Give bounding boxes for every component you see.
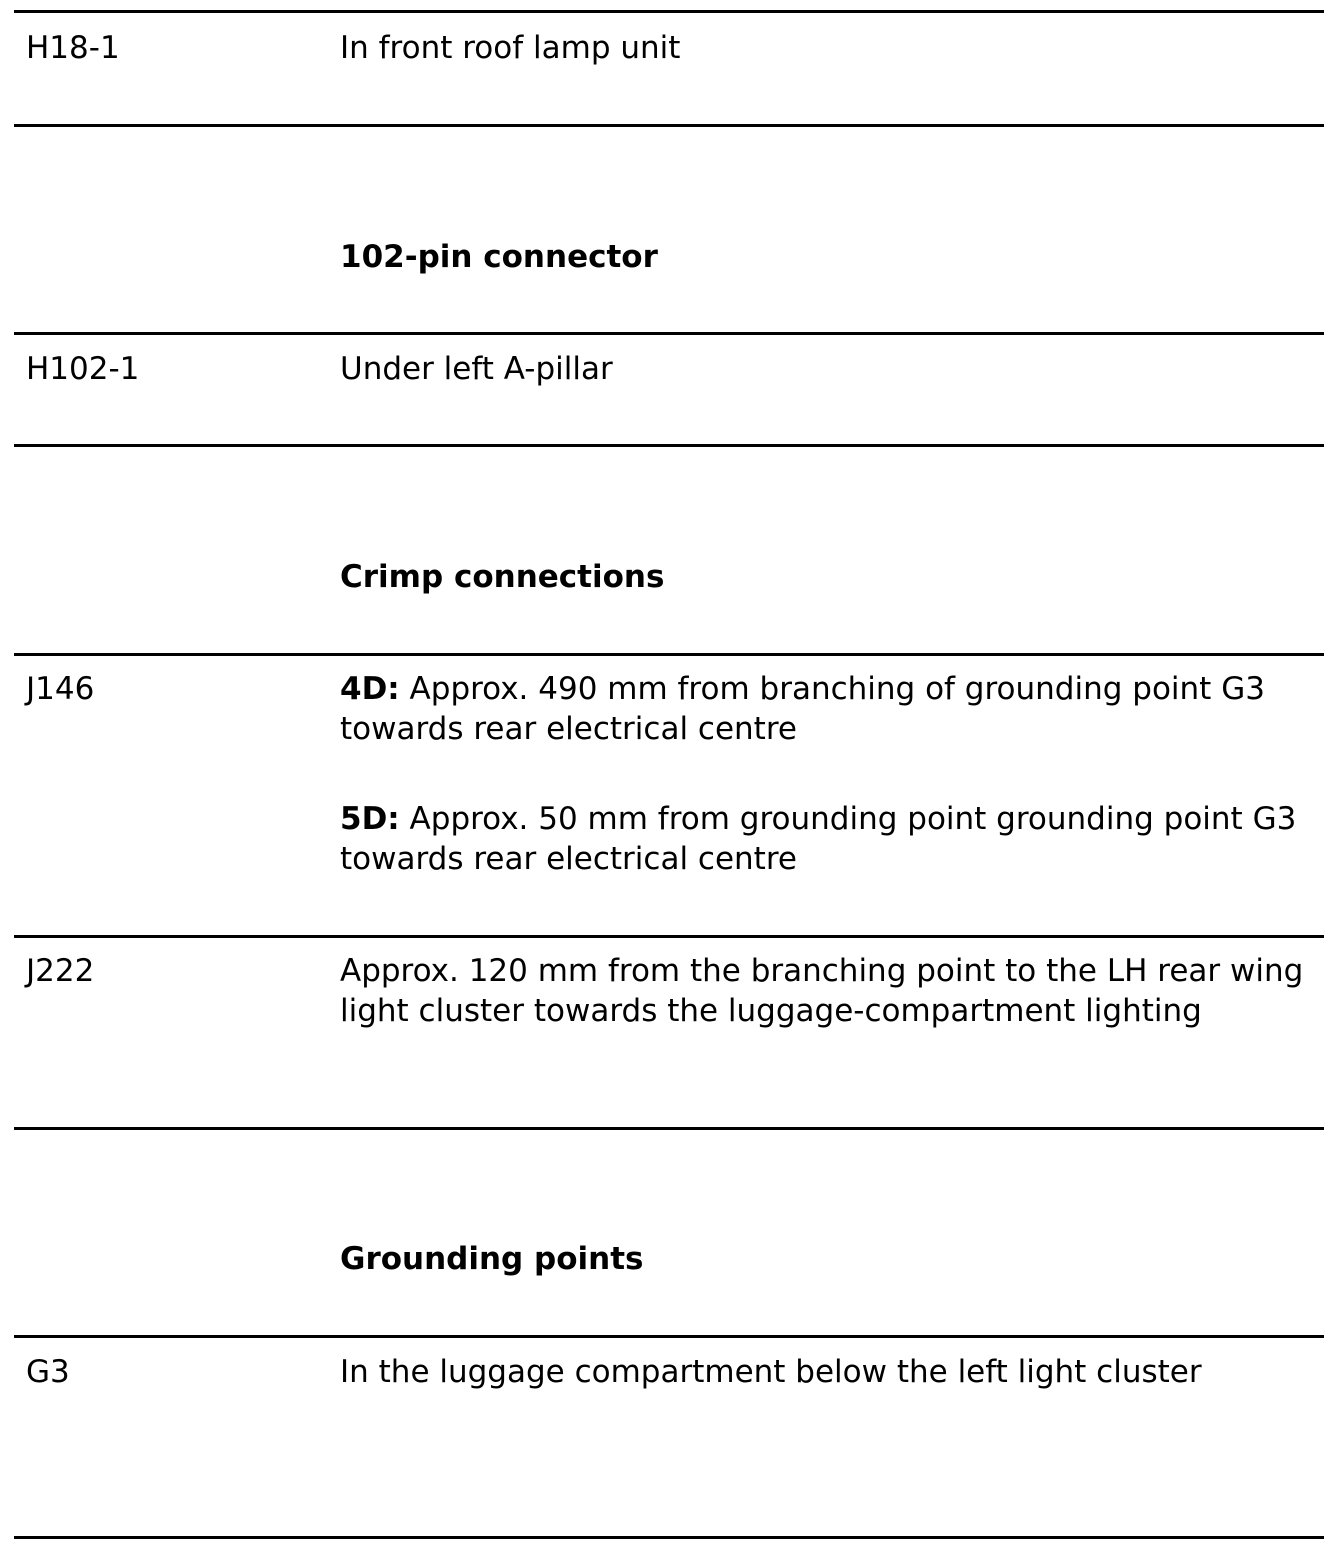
row-description: [340, 669, 1320, 879]
row-description: In front roof lamp unit: [340, 30, 681, 66]
row-description: Under left A-pillar: [340, 351, 613, 387]
table-rule: [14, 10, 1324, 13]
entry-text: Approx. 490 mm from branching of grounding point G3 towards rear electrical centre: [340, 671, 1265, 747]
row-description: In the luggage compartment below the left light cluster: [340, 1354, 1202, 1390]
section-heading: Grounding points: [340, 1241, 644, 1277]
row-description: Approx. 120 mm from the branching point to the LH rear wing light cluster towards the luggage-compartment lighting: [340, 953, 1304, 1029]
entry-5d: [340, 799, 1320, 879]
table-rule: [14, 124, 1324, 127]
section-heading: 102-pin connector: [340, 239, 658, 275]
section-heading: Crimp connections: [340, 559, 665, 595]
entry-label: 4D:: [340, 671, 400, 707]
table-rule: [14, 653, 1324, 656]
table-rule: [14, 444, 1324, 447]
entry-text: Approx. 50 mm from grounding point grounding point G3 towards rear electrical centre: [340, 801, 1297, 877]
table-rule: [14, 935, 1324, 938]
entry-label: 5D:: [340, 801, 400, 837]
table-rule: [14, 1127, 1324, 1130]
table-rule: [14, 1536, 1324, 1539]
table-rule: [14, 332, 1324, 335]
entry-4d: [340, 669, 1320, 749]
row-code: J146: [26, 671, 95, 707]
table-rule: [14, 1335, 1324, 1338]
row-code: H102-1: [26, 351, 140, 387]
row-code: J222: [26, 953, 95, 989]
row-code: G3: [26, 1354, 70, 1390]
row-code: H18-1: [26, 30, 120, 66]
